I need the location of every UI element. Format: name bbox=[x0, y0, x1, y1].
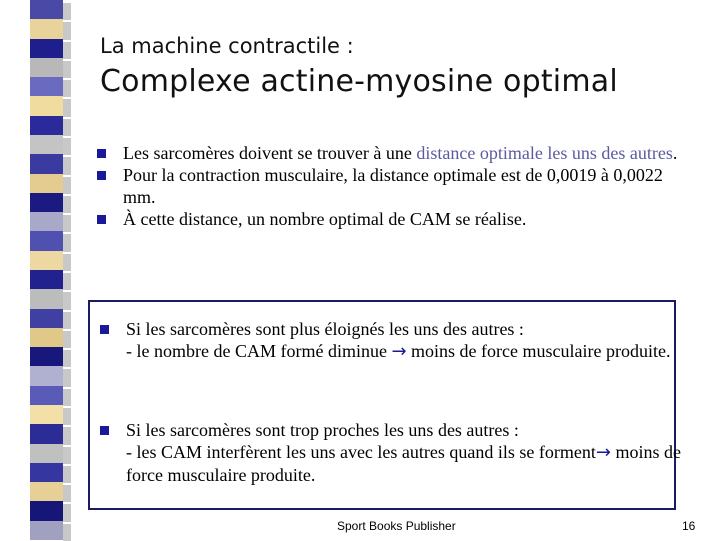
stripe-segment bbox=[30, 251, 63, 271]
stripe-segment bbox=[30, 463, 63, 483]
stripe-shadow bbox=[63, 42, 71, 59]
stripe-shadow bbox=[63, 447, 71, 464]
footer-publisher: Sport Books Publisher bbox=[337, 519, 456, 533]
stripe-shadow bbox=[63, 215, 71, 232]
sub-text: - les CAM interfèrent les uns avec les autres quand ils se forment bbox=[126, 442, 596, 462]
decorative-stripe-column bbox=[0, 0, 80, 540]
stripe-segment bbox=[30, 0, 63, 20]
stripe-segment bbox=[30, 521, 63, 541]
highlight-box bbox=[88, 300, 681, 510]
stripe-segment bbox=[30, 501, 63, 521]
stripe-shadow bbox=[63, 273, 71, 290]
stripe-shadow bbox=[63, 331, 71, 348]
stripe-segment bbox=[30, 347, 63, 367]
bullet-accent-text: distance optimale les uns des autres bbox=[416, 143, 673, 163]
stripe-shadow bbox=[63, 196, 71, 213]
square-bullet-icon bbox=[97, 215, 106, 224]
square-bullet-icon bbox=[97, 171, 106, 180]
stripe-shadow bbox=[63, 427, 71, 444]
arrow-right-icon: → bbox=[391, 341, 407, 362]
stripe-segment bbox=[30, 482, 63, 502]
stripe-segment bbox=[30, 116, 63, 136]
bullet-text: . bbox=[672, 143, 678, 163]
arrow-right-icon: → bbox=[595, 442, 611, 463]
bullet-item bbox=[95, 142, 685, 164]
stripe-shadow bbox=[63, 350, 71, 367]
stripe-shadow bbox=[63, 524, 71, 541]
stripe-segment bbox=[30, 77, 63, 97]
stripe-shadow bbox=[63, 369, 71, 386]
stripe-shadow bbox=[63, 177, 71, 194]
bullet-text: Les sarcomères doivent se trouver à une bbox=[123, 143, 417, 163]
stripe-shadow bbox=[63, 504, 71, 521]
stripe-segment bbox=[30, 174, 63, 194]
stripe-shadow bbox=[63, 3, 71, 20]
stripe-segment bbox=[30, 309, 63, 329]
stripe-shadow bbox=[63, 99, 71, 116]
stripe-shadow bbox=[63, 485, 71, 502]
stripe-shadow bbox=[63, 312, 71, 329]
stripe-segment bbox=[30, 135, 63, 155]
square-bullet-icon bbox=[100, 325, 109, 334]
slide-subtitle: La machine contractile : bbox=[100, 34, 354, 58]
box-bullet-head: Si les sarcomères sont plus éloignés les uns des autres : bbox=[126, 319, 524, 339]
stripe-shadow bbox=[63, 254, 71, 271]
stripe-shadow bbox=[63, 119, 71, 136]
stripe-segment bbox=[30, 270, 63, 290]
stripe-segment bbox=[30, 405, 63, 425]
stripe-segment bbox=[30, 328, 63, 348]
box-bullet-sub bbox=[126, 441, 686, 486]
stripe-segment bbox=[30, 96, 63, 116]
bullet-item bbox=[95, 208, 685, 230]
stripe-shadow bbox=[63, 234, 71, 251]
sub-text: moins de force musculaire produite. bbox=[126, 442, 681, 485]
stripe-shadow bbox=[63, 22, 71, 39]
square-bullet-icon bbox=[100, 426, 109, 435]
box-bullet-head: Si les sarcomères sont trop proches les uns des autres : bbox=[126, 420, 519, 440]
sub-text: - le nombre de CAM formé diminue bbox=[126, 341, 392, 361]
bullet-list bbox=[95, 142, 685, 230]
stripe-shadow bbox=[63, 292, 71, 309]
stripe-segment bbox=[30, 366, 63, 386]
stripe-shadow bbox=[63, 157, 71, 174]
stripe-shadow bbox=[63, 138, 71, 155]
box-bullet-item bbox=[98, 419, 686, 486]
box-bullet-item bbox=[98, 318, 686, 363]
stripe-segment bbox=[30, 386, 63, 406]
stripe-shadow bbox=[63, 389, 71, 406]
stripe-segment bbox=[30, 193, 63, 213]
stripe-segment bbox=[30, 19, 63, 39]
sub-text: moins de force musculaire produite. bbox=[406, 341, 671, 361]
page-number: 16 bbox=[682, 519, 696, 533]
stripe-shadow bbox=[63, 80, 71, 97]
bullet-item bbox=[95, 164, 685, 208]
stripe-segment bbox=[30, 231, 63, 251]
stripe-segment bbox=[30, 424, 63, 444]
stripe-segment bbox=[30, 444, 63, 464]
box-bullet-sub bbox=[126, 340, 686, 363]
bullet-text: À cette distance, un nombre optimal de CAM se réalise. bbox=[123, 209, 527, 229]
stripe-shadow bbox=[63, 61, 71, 78]
stripe-shadow bbox=[63, 408, 71, 425]
stripe-segment bbox=[30, 154, 63, 174]
stripe-shadow bbox=[63, 466, 71, 483]
stripe-segment bbox=[30, 212, 63, 232]
stripe-segment bbox=[30, 58, 63, 78]
stripe-segment bbox=[30, 289, 63, 309]
bullet-text: Pour la contraction musculaire, la distance optimale est de 0,0019 à 0,0022 mm. bbox=[123, 165, 663, 207]
stripe-segment bbox=[30, 39, 63, 59]
square-bullet-icon bbox=[97, 149, 106, 158]
slide-title: Complexe actine-myosine optimal bbox=[100, 64, 618, 99]
